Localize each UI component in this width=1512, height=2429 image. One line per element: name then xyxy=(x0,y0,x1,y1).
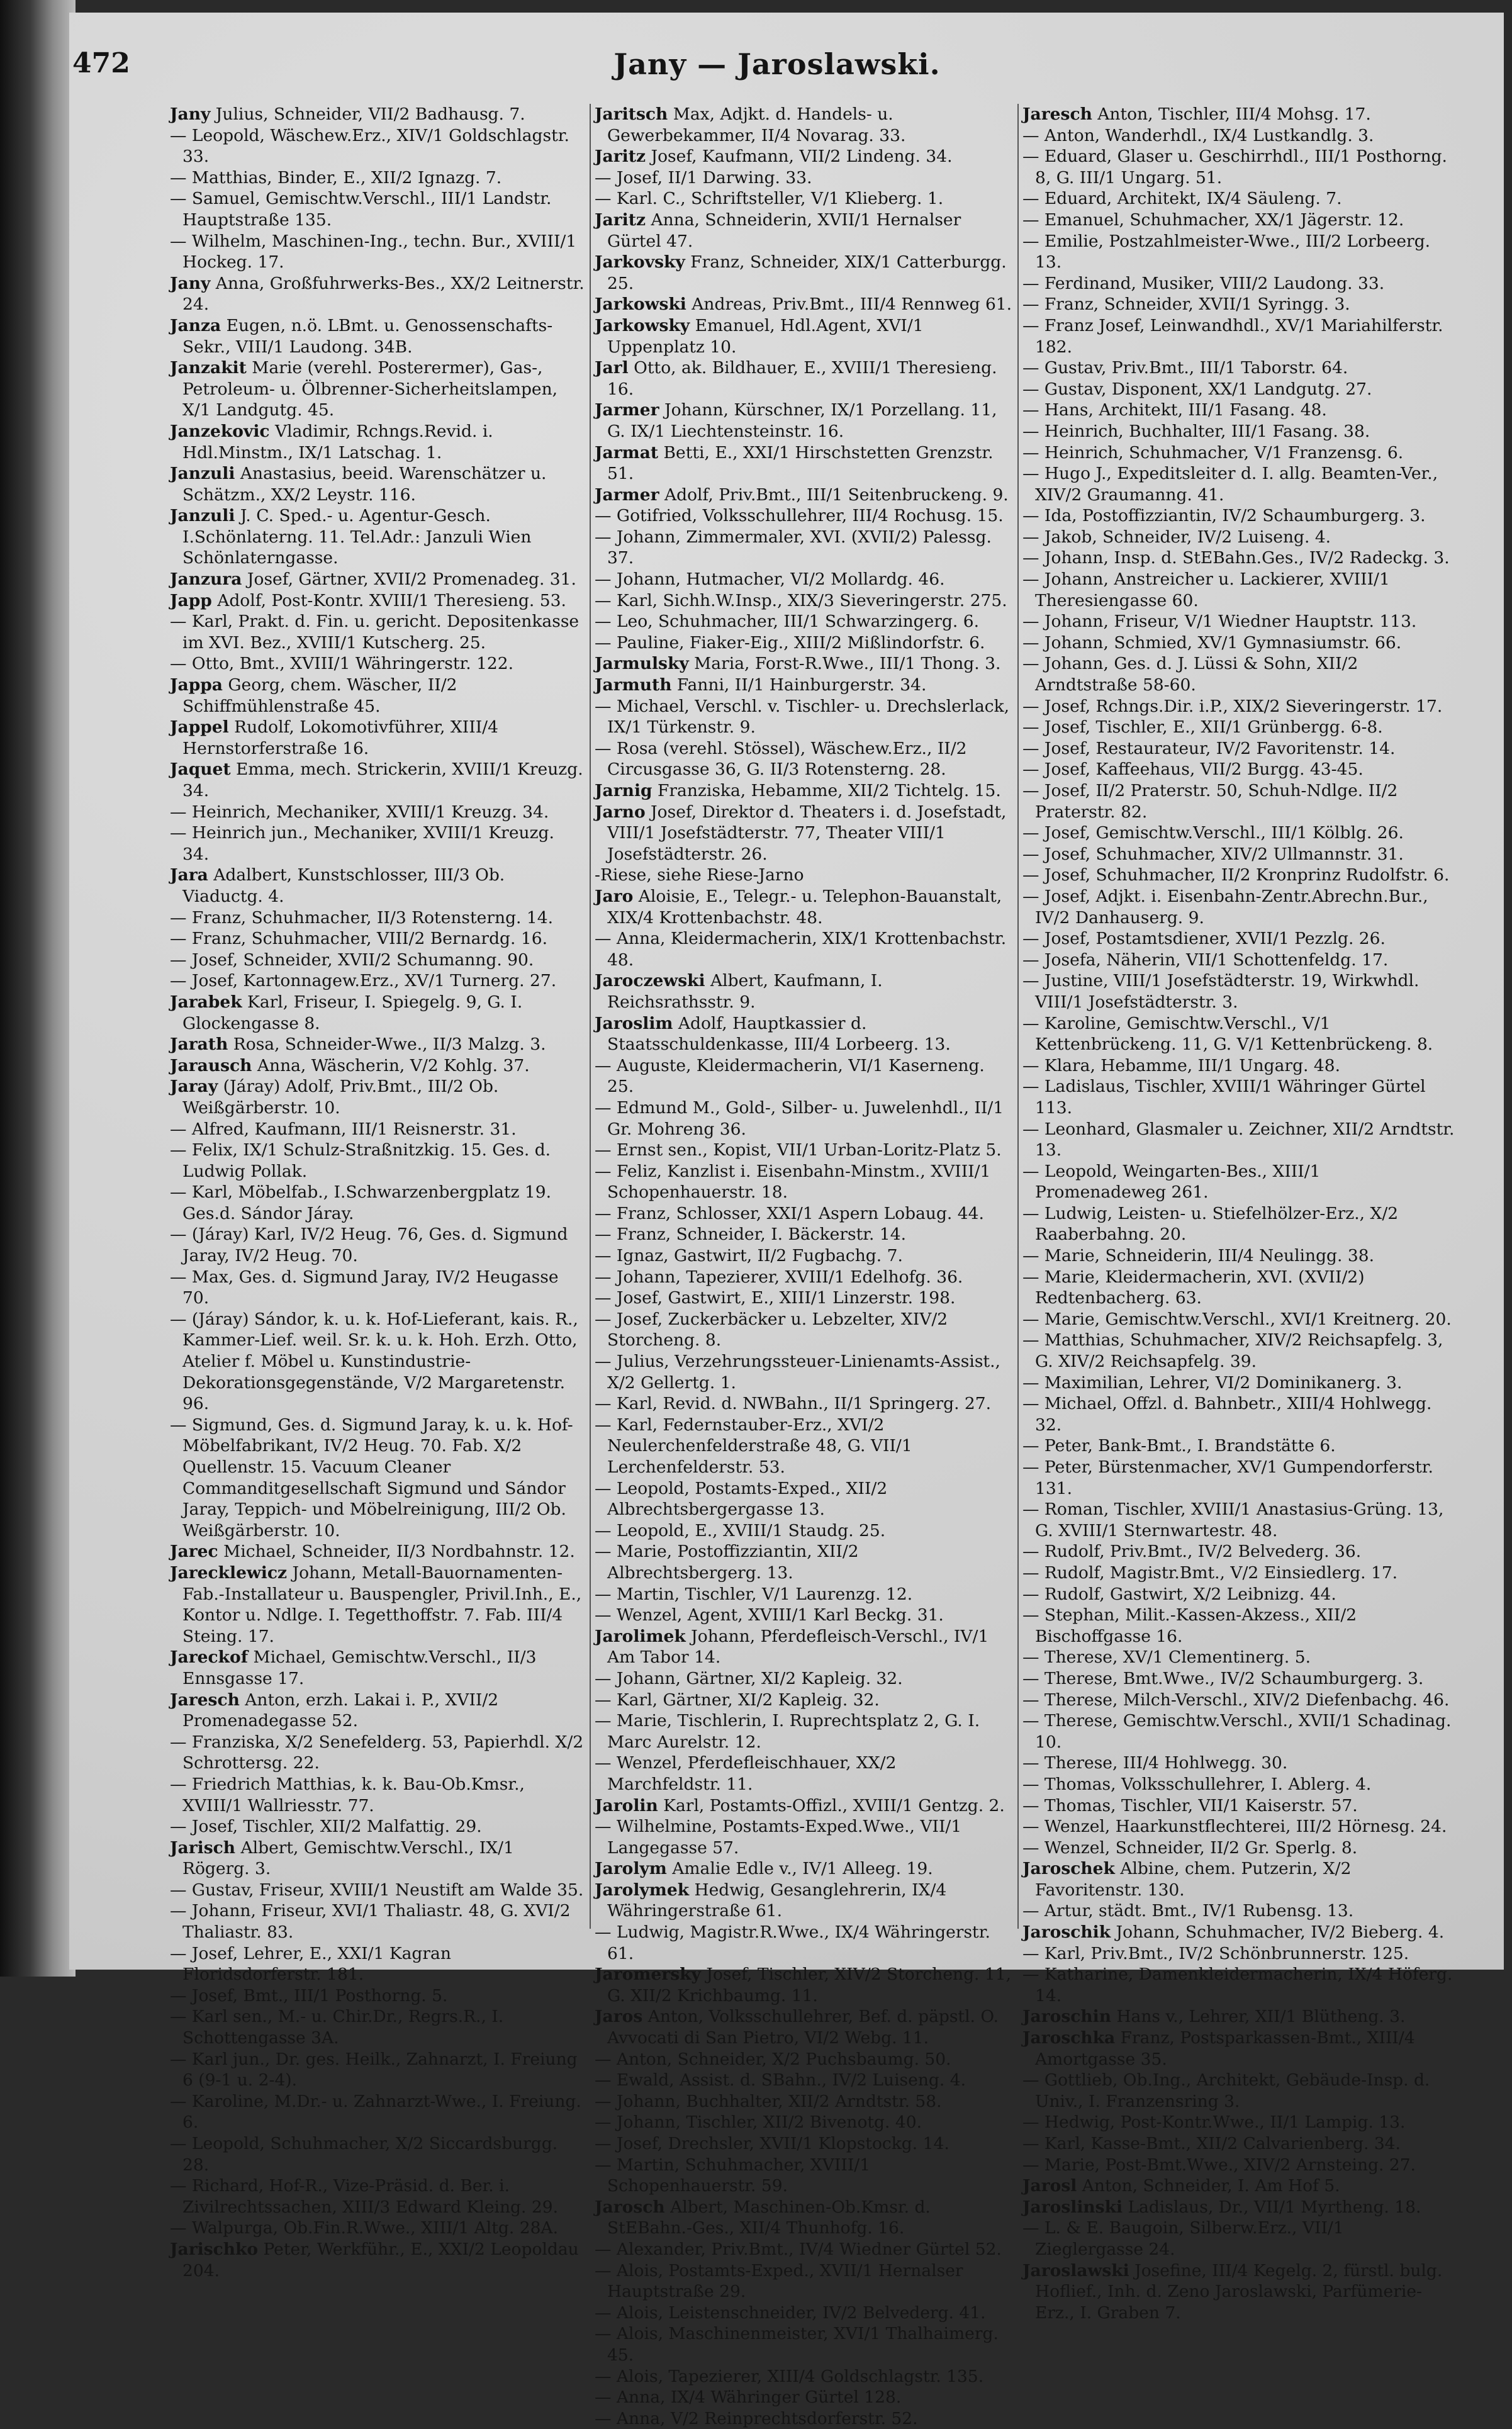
directory-entry: — Leopold, Postamts-Exped., XII/2 Albrechtsbergergasse 13. xyxy=(595,1478,888,1520)
directory-entry: Jaroslim Adolf, Hauptkassier d. Staatsschuldenkasse, III/4 Lorbeerg. 13. xyxy=(595,1013,951,1055)
directory-entry: — Johann, Tischler, XII/2 Bivenotg. 40. xyxy=(595,2112,922,2133)
directory-entry: — Johann, Ges. d. J. Lüssi & Sohn, XII/2 Arndtstraße 58-60. xyxy=(1022,654,1358,695)
directory-entry: — Eduard, Architekt, IX/4 Säuleng. 7. xyxy=(1022,189,1342,209)
directory-entry: Jarmuth Fanni, II/1 Hainburgerstr. 34. xyxy=(595,675,927,695)
directory-entry: — Marie, Tischlerin, I. Ruprechtsplatz 2, G. I. Marc Aurelstr. 12. xyxy=(595,1711,980,1752)
directory-entry: — Johann, Gärtner, XI/2 Kapleig. 32. xyxy=(595,1668,903,1688)
directory-entry: — Josef, Postamtsdiener, XVII/1 Pezzlg. 26. xyxy=(1022,929,1386,949)
directory-entry: Jaresch Anton, erzh. Lakai i. P., XVII/2 Promenadegasse 52. xyxy=(170,1690,499,1731)
directory-entry: Jany Julius, Schneider, VII/2 Badhausg. 7. xyxy=(170,104,525,124)
directory-entry: — Karl jun., Dr. ges. Heilk., Zahnarzt, I. Freiung 6 (9-1 u. 2-4). xyxy=(170,2049,578,2090)
directory-entry: — Josef, II/2 Praterstr. 50, Schuh-Ndlge. II/2 Praterstr. 82. xyxy=(1022,781,1398,822)
directory-entry: — Josef, Kaffeehaus, VII/2 Burgg. 43-45. xyxy=(1022,760,1364,780)
directory-entry: — Richard, Hof-R., Vize-Präsid. d. Ber. i. Zivilrechtssachen, XIII/3 Edward Kleing. 29. xyxy=(170,2176,559,2217)
directory-entry: — Heinrich, Buchhalter, III/1 Fasang. 38. xyxy=(1022,421,1370,441)
directory-entry: — Marie, Schneiderin, III/4 Neulingg. 38. xyxy=(1022,1246,1375,1266)
directory-entry: — Hedwig, Post-Kontr.Wwe., II/1 Lampig. 13. xyxy=(1022,2112,1406,2133)
directory-entry: — Michael, Verschl. v. Tischler- u. Drechslerlack, IX/1 Türkenstr. 9. xyxy=(595,696,1010,738)
directory-entry: Jaroschik Johann, Schuhmacher, IV/2 Bieberg. 4. xyxy=(1022,1922,1445,1943)
directory-entry: — Wilhelm, Maschinen-Ing., techn. Bur., XVIII/1 Hockeg. 17. xyxy=(170,231,577,272)
directory-entry: — Maximilian, Lehrer, VI/2 Dominikanerg. 3. xyxy=(1022,1372,1403,1393)
directory-entry: Jappel Rudolf, Lokomotivführer, XIII/4 Hernstorferstraße 16. xyxy=(170,717,498,758)
directory-entry: — Peter, Bank-Bmt., I. Brandstätte 6. xyxy=(1022,1436,1336,1456)
directory-entry: — Franziska, X/2 Senefelderg. 53, Papierhdl. X/2 Schrottersg. 22. xyxy=(170,1732,584,1773)
directory-entry: — Franz, Schneider, XVII/1 Syringg. 3. xyxy=(1022,295,1350,315)
directory-entry: — Felix, IX/1 Schulz-Straßnitzkig. 15. Ges. d. Ludwig Pollak. xyxy=(170,1140,551,1181)
directory-entry: — Josef, II/1 Darwing. 33. xyxy=(595,167,812,188)
directory-entry: Jarmer Johann, Kürschner, IX/1 Porzellang. 11, G. IX/1 Liechtensteinstr. 16. xyxy=(595,400,997,441)
directory-entry: — Michael, Offzl. d. Bahnbetr., XIII/4 Hohlwegg. 32. xyxy=(1022,1394,1432,1435)
directory-entry: — Heinrich jun., Mechaniker, XVIII/1 Kreuzg. 34. xyxy=(170,823,554,864)
directory-entry: Jarolymek Hedwig, Gesanglehrerin, IX/4 Währingerstraße 61. xyxy=(595,1880,947,1921)
column-3 xyxy=(1022,104,1457,2323)
directory-entry: — Josef, Restaurateur, IV/2 Favoritenstr. 14. xyxy=(1022,738,1396,758)
directory-entry: — Josef, Schuhmacher, XIV/2 Ullmannstr. 31. xyxy=(1022,844,1404,864)
directory-entry: — Rudolf, Gastwirt, X/2 Leibnizg. 44. xyxy=(1022,1584,1336,1604)
directory-entry: — Josef, Kartonnagew.Erz., XV/1 Turnerg. 27. xyxy=(170,971,557,991)
directory-entry: — Wenzel, Pferdefleischhauer, XX/2 Marchfeldstr. 11. xyxy=(595,1753,897,1794)
directory-entry: — Josef, Gemischtw.Verschl., III/1 Kölblg. 26. xyxy=(1022,823,1404,843)
directory-entry: — Marie, Post-Bmt.Wwe., XIV/2 Arnsteing. 27. xyxy=(1022,2155,1416,2175)
directory-entry: Jaritz Josef, Kaufmann, VII/2 Lindeng. 34. xyxy=(595,147,953,167)
directory-entry: — Heinrich, Schuhmacher, V/1 Franzensg. 6. xyxy=(1022,442,1404,463)
directory-entry: — Rosa (verehl. Stössel), Wäschew.Erz., II/2 Circusgasse 36, G. II/3 Rotensterng. 28. xyxy=(595,738,967,780)
directory-entry: Jaroschka Franz, Postsparkassen-Bmt., XIII/4 Amortgasse 35. xyxy=(1022,2028,1415,2069)
directory-entry: — Julius, Verzehrungssteuer-Linienamts-Assist., X/2 Gellertg. 1. xyxy=(595,1352,1000,1393)
directory-entry: — (Járay) Karl, IV/2 Heug. 76, Ges. d. Sigmund Jaray, IV/2 Heug. 70. xyxy=(170,1225,568,1266)
directory-entry: Jarosl Anton, Schneider, I. Am Hof 5. xyxy=(1022,2176,1340,2196)
directory-entry: — Johann, Schmied, XV/1 Gymnasiumstr. 66. xyxy=(1022,632,1402,653)
directory-entry: Jaros Anton, Volksschullehrer, Bef. d. päpstl. O. Avvocati di San Pietro, VI/2 Webg. 11. xyxy=(595,2007,999,2048)
directory-entry: Jarosch Albert, Maschinen-Ob.Kmsr. d. StEBahn.-Ges., XII/4 Thunhofg. 16. xyxy=(595,2197,931,2238)
directory-entry: — Karl, Priv.Bmt., IV/2 Schönbrunnerstr. 125. xyxy=(1022,1943,1409,1963)
directory-entry: — Karl, Möbelfab., I.Schwarzenbergplatz 19. Ges.d. Sándor Járay. xyxy=(170,1182,552,1223)
directory-entry: — Gotifried, Volksschullehrer, III/4 Rochusg. 15. xyxy=(595,506,1004,526)
directory-entry: Jarolin Karl, Postamts-Offizl., XVIII/1 Gentzg. 2. xyxy=(595,1795,1005,1815)
directory-entry: Jarkovsky Franz, Schneider, XIX/1 Catterburgg. 25. xyxy=(595,252,1007,293)
directory-entry: — Johann, Insp. d. StEBahn.Ges., IV/2 Radeckg. 3. xyxy=(1022,548,1450,568)
directory-entry: Jarmulsky Maria, Forst-R.Wwe., III/1 Thong. 3. xyxy=(595,654,1001,674)
directory-entry: — Johann, Buchhalter, XII/2 Arndtstr. 58. xyxy=(595,2091,942,2111)
directory-entry: — Karoline, Gemischtw.Verschl., V/1 Kettenbrückeng. 11, G. V/1 Kettenbrückeng. 8. xyxy=(1022,1013,1433,1055)
directory-entry: — Artur, städt. Bmt., IV/1 Rubensg. 13. xyxy=(1022,1901,1354,1921)
directory-entry: Jareckof Michael, Gemischtw.Verschl., II/3 Ennsgasse 17. xyxy=(170,1647,537,1688)
directory-entry: — Josef, Rchngs.Dir. i.P., XIX/2 Sieveringerstr. 17. xyxy=(1022,696,1443,716)
directory-entry: — Franz, Schneider, I. Bäckerstr. 14. xyxy=(595,1225,907,1245)
directory-entry: — Justine, VIII/1 Josefstädterstr. 19, Wirkwhdl. VIII/1 Josefstädterstr. 3. xyxy=(1022,971,1420,1012)
directory-entry: Janzura Josef, Gärtner, XVII/2 Promenadeg. 31. xyxy=(170,569,576,590)
directory-entry: Jarmer Adolf, Priv.Bmt., III/1 Seitenbruckeng. 9. xyxy=(595,485,1009,505)
directory-entry: -Riese, siehe Riese-Jarno xyxy=(595,865,804,885)
directory-entry: Jappa Georg, chem. Wäscher, II/2 Schiffmühlenstraße 45. xyxy=(170,675,457,716)
directory-entry: — Hans, Architekt, III/1 Fasang. 48. xyxy=(1022,400,1327,420)
directory-entry: — Wilhelmine, Postamts-Exped.Wwe., VII/1 Langegasse 57. xyxy=(595,1817,962,1858)
directory-entry: Jarischko Peter, Werkführ., E., XXI/2 Leopoldau 204. xyxy=(170,2239,579,2280)
running-head: Jany — Jaroslawski. xyxy=(613,47,941,81)
directory-entry: — Ludwig, Leisten- u. Stiefelhölzer-Erz., X/2 Raaberbahng. 20. xyxy=(1022,1203,1399,1245)
directory-entry: — Josef, Schuhmacher, II/2 Kronprinz Rudolfstr. 6. xyxy=(1022,865,1450,885)
directory-entry: Jarno Josef, Direktor d. Theaters i. d. Josefstadt, VIII/1 Josefstädterstr. 77, Theater VIII/1 Josefstädterstr. 26. xyxy=(595,802,1007,864)
directory-entry: — Anna, IX/4 Währinger Gürtel 128. xyxy=(595,2387,902,2408)
directory-entry: — Anton, Wanderhdl., IX/4 Lustkandlg. 3. xyxy=(1022,125,1374,145)
directory-entry: — Emanuel, Schuhmacher, XX/1 Jägerstr. 12. xyxy=(1022,210,1404,230)
directory-entry: Jaritz Anna, Schneiderin, XVII/1 Hernalser Gürtel 47. xyxy=(595,210,961,251)
directory-entry: Jarath Rosa, Schneider-Wwe., II/3 Malzg. 3. xyxy=(170,1035,546,1055)
directory-entry: — Peter, Bürstenmacher, XV/1 Gumpendorferstr. 131. xyxy=(1022,1457,1433,1498)
directory-entry: Janza Eugen, n.ö. LBmt. u. Genossenschafts-Sekr., VIII/1 Laudong. 34B. xyxy=(170,315,553,357)
directory-entry: — Martin, Schuhmacher, XVIII/1 Schopenhauerstr. 59. xyxy=(595,2155,871,2196)
directory-entry: — Karoline, M.Dr.- u. Zahnarzt-Wwe., I. Freiung. 6. xyxy=(170,2091,581,2133)
directory-entry: — Karl. C., Schriftsteller, V/1 Klieberg. 1. xyxy=(595,189,944,209)
directory-entry: Jaroschin Hans v., Lehrer, XII/1 Blütheng. 3. xyxy=(1022,2007,1406,2027)
directory-entry: — Friedrich Matthias, k. k. Bau-Ob.Kmsr., XVIII/1 Wallriesstr. 77. xyxy=(170,1774,525,1815)
directory-entry: — Franz, Schuhmacher, II/3 Rotensterng. 14. xyxy=(170,907,554,928)
directory-entry: — Karl, Kasse-Bmt., XII/2 Calvarienberg. 34. xyxy=(1022,2134,1401,2153)
directory-entry: Jarolimek Johann, Pferdefleisch-Verschl., IV/1 Am Tabor 14. xyxy=(595,1626,989,1668)
column-2 xyxy=(595,104,1013,2428)
directory-entry: Jarmat Betti, E., XXI/1 Hirschstetten Grenzstr. 51. xyxy=(595,442,994,484)
directory-entry: Jarolym Amalie Edle v., IV/1 Alleeg. 19. xyxy=(595,1859,933,1879)
directory-entry: — Feliz, Kanzlist i. Eisenbahn-Minstm., XVIII/1 Schopenhauerstr. 18. xyxy=(595,1161,991,1203)
directory-entry: — Leopold, E., XVIII/1 Staudg. 25. xyxy=(595,1520,886,1540)
column-divider xyxy=(590,104,591,1929)
directory-entry: — Gustav, Disponent, XX/1 Landgutg. 27. xyxy=(1022,379,1372,399)
directory-entry: Jara Adalbert, Kunstschlosser, III/3 Ob. Viaductg. 4. xyxy=(170,865,505,906)
directory-entry: — Hugo J., Expeditsleiter d. I. allg. Beamten-Ver., XIV/2 Graumanng. 41. xyxy=(1022,464,1438,505)
directory-entry: — Karl sen., M.- u. Chir.Dr., Regrs.R., I. Schottengasse 3A. xyxy=(170,2007,504,2048)
directory-entry: — Max, Ges. d. Sigmund Jaray, IV/2 Heugasse 70. xyxy=(170,1267,559,1308)
directory-entry: — Karl, Prakt. d. Fin. u. gericht. Depositenkasse im XVI. Bez., XVIII/1 Kutscherg. 25. xyxy=(170,612,580,653)
directory-entry: — Anna, V/2 Reinprechtsdorferstr. 52. xyxy=(595,2408,918,2428)
directory-entry: — Karl, Federnstauber-Erz., XVI/2 Neulerchenfelderstraße 48, G. VII/1 Lerchenfelderstr. 53. xyxy=(595,1415,912,1477)
directory-entry: — Josef, Schneider, XVII/2 Schumanng. 90. xyxy=(170,950,534,970)
directory-entry: — Martin, Tischler, V/1 Laurenzg. 12. xyxy=(595,1584,913,1604)
directory-entry: — Therese, Gemischtw.Verschl., XVII/1 Schadinag. 10. xyxy=(1022,1711,1452,1752)
directory-entry: — Gustav, Priv.Bmt., III/1 Taborstr. 64. xyxy=(1022,358,1348,378)
directory-entry: — Leonhard, Glasmaler u. Zeichner, XII/2 Arndtstr. 13. xyxy=(1022,1119,1455,1160)
directory-entry: — Josef, Zuckerbäcker u. Lebzelter, XIV/2 Storcheng. 8. xyxy=(595,1309,948,1350)
directory-entry: Jaro Aloisie, E., Telegr.- u. Telephon-Bauanstalt, XIX/4 Krottenbachstr. 48. xyxy=(595,886,1002,928)
directory-entry: — Josef, Lehrer, E., XXI/1 Kagran Floridsdorferstr. 181. xyxy=(170,1943,451,1985)
page-number: 472 xyxy=(72,47,130,79)
directory-entry: — Ernst sen., Kopist, VII/1 Urban-Loritz-Platz 5. xyxy=(595,1140,1002,1160)
directory-entry: — Katharine, Damenkleidermacherin, IX/4 Höferg. 14. xyxy=(1022,1965,1453,2005)
directory-entry: — Josef, Tischler, E., XII/1 Grünbergg. 6-8. xyxy=(1022,717,1383,738)
directory-entry: Jaroczewski Albert, Kaufmann, I. Reichsrathsstr. 9. xyxy=(595,971,883,1012)
directory-entry: — Karl, Gärtner, XI/2 Kapleig. 32. xyxy=(595,1690,880,1710)
directory-entry: — Leopold, Weingarten-Bes., XIII/1 Promenadeweg 261. xyxy=(1022,1161,1321,1203)
directory-entry: — Leo, Schuhmacher, III/1 Schwarzingerg. 6. xyxy=(595,612,980,632)
directory-entry: — Matthias, Binder, E., XII/2 Ignazg. 7. xyxy=(170,167,502,188)
directory-entry: — Josef, Tischler, XII/2 Malfattig. 29. xyxy=(170,1817,482,1837)
directory-entry: — Marie, Postoffizziantin, XII/2 Albrechtsbergerg. 13. xyxy=(595,1542,859,1583)
directory-entry: — Matthias, Schuhmacher, XIV/2 Reichsapfelg. 3, G. XIV/2 Reichsapfelg. 39. xyxy=(1022,1330,1443,1372)
directory-entry: — (Járay) Sándor, k. u. k. Hof-Lieferant, kais. R., Kammer-Lief. weil. Sr. k. u. k. Hoh. Erzh. Otto, Atelier f. Möbel u. Kunstindustrie-Dekorationsgegenstände, V/2 Margaretenstr. 96. xyxy=(170,1309,578,1414)
directory-entry: Janzuli J. C. Sped.- u. Agentur-Gesch. I.Schönlaterng. 11. Tel.Adr.: Janzuli Wien Schönlaterngasse. xyxy=(170,506,532,568)
directory-entry: — Ewald, Assist. d. SBahn., IV/2 Luiseng. 4. xyxy=(595,2070,966,2090)
directory-entry: — Alois, Leistenschneider, IV/2 Belvederg. 41. xyxy=(595,2303,986,2323)
column-1 xyxy=(170,104,585,2280)
directory-entry: Jarkowski Andreas, Priv.Bmt., III/4 Rennweg 61. xyxy=(595,295,1012,315)
directory-entry: — Josef, Bmt., III/1 Posthorng. 5. xyxy=(170,1985,448,2005)
directory-entry: Jarabek Karl, Friseur, I. Spiegelg. 9, G. I. Glockengasse 8. xyxy=(170,992,523,1033)
directory-entry: — Johann, Tapezierer, XVIII/1 Edelhofg. 36. xyxy=(595,1267,963,1287)
directory-entry: Janzakit Marie (verehl. Posterermer), Gas-, Petroleum- u. Ölbrenner-Sicherheitslampen, X/1 Landgutg. 45. xyxy=(170,358,558,420)
directory-entry: Jarl Otto, ak. Bildhauer, E., XVIII/1 Theresieng. 16. xyxy=(595,358,997,399)
directory-entry: Jarausch Anna, Wäscherin, V/2 Kohlg. 37. xyxy=(170,1055,530,1075)
directory-entry: — L. & E. Baugoin, Silberw.Erz., VII/1 Zieglergasse 24. xyxy=(1022,2218,1344,2259)
directory-entry: — Ignaz, Gastwirt, II/2 Fugbachg. 7. xyxy=(595,1246,903,1266)
directory-entry: — Johann, Friseur, V/1 Wiedner Hauptstr. 113. xyxy=(1022,612,1417,632)
book-spine xyxy=(0,0,76,1977)
directory-entry: — Alfred, Kaufmann, III/1 Reisnerstr. 31. xyxy=(170,1119,517,1139)
directory-entry: — Ida, Postoffizziantin, IV/2 Schaumburgerg. 3. xyxy=(1022,506,1426,526)
directory-entry: — Walpurga, Ob.Fin.R.Wwe., XIII/1 Altg. 28A. xyxy=(170,2218,558,2238)
directory-entry: Jaritsch Max, Adjkt. d. Handels- u. Gewerbekammer, II/4 Novarag. 33. xyxy=(595,104,906,145)
directory-entry: Jaquet Emma, mech. Strickerin, XVIII/1 Kreuzg. 34. xyxy=(170,760,583,800)
directory-entry: Jaray (Járay) Adolf, Priv.Bmt., III/2 Ob. Weißgärberstr. 10. xyxy=(170,1077,499,1118)
directory-entry: Jarnig Franziska, Hebamme, XII/2 Tichtelg. 15. xyxy=(595,781,1001,800)
directory-entry: — Thomas, Volksschullehrer, I. Ablerg. 4. xyxy=(1022,1774,1372,1794)
directory-entry: — Josef, Adjkt. i. Eisenbahn-Zentr.Abrechn.Bur., IV/2 Danhauserg. 9. xyxy=(1022,886,1428,928)
directory-entry: Japp Adolf, Post-Kontr. XVIII/1 Theresieng. 53. xyxy=(170,590,566,610)
directory-entry: — Johann, Hutmacher, VI/2 Mollardg. 46. xyxy=(595,569,945,590)
directory-entry: Jaresch Anton, Tischler, III/4 Mohsg. 17. xyxy=(1022,104,1371,124)
directory-entry: — Josef, Drechsler, XVII/1 Klopstockg. 14. xyxy=(595,2134,949,2153)
directory-entry: — Auguste, Kleidermacherin, VI/1 Kaserneng. 25. xyxy=(595,1055,985,1097)
directory-entry: Jarkowsky Emanuel, Hdl.Agent, XVI/1 Uppenplatz 10. xyxy=(595,315,924,357)
directory-entry: — Ferdinand, Musiker, VIII/2 Laudong. 33. xyxy=(1022,273,1385,293)
directory-entry: — Franz Josef, Leinwandhdl., XV/1 Mariahilferstr. 182. xyxy=(1022,315,1443,357)
directory-entry: — Rudolf, Magistr.Bmt., V/2 Einsiedlerg. 17. xyxy=(1022,1562,1398,1583)
page-header xyxy=(72,47,1482,98)
directory-entry: — Johann, Zimmermaler, XVI. (XVII/2) Palessg. 37. xyxy=(595,527,992,568)
directory-entry: Jarec Michael, Schneider, II/3 Nordbahnstr. 12. xyxy=(170,1542,575,1562)
directory-entry: — Leopold, Schuhmacher, X/2 Siccardsburgg. 28. xyxy=(170,2134,558,2175)
directory-entry: — Ludwig, Magistr.R.Wwe., IX/4 Währingerstr. 61. xyxy=(595,1922,990,1963)
directory-entry: — Heinrich, Mechaniker, XVIII/1 Kreuzg. 34. xyxy=(170,802,549,822)
directory-entry: — Gottlieb, Ob.Ing., Architekt, Gebäude-Insp. d. Univ., I. Franzensring 3. xyxy=(1022,2070,1430,2111)
directory-entry: — Eduard, Glaser u. Geschirrhdl., III/1 Posthorng. 8, G. III/1 Ungarg. 51. xyxy=(1022,147,1447,188)
directory-entry: Jaroslawski Josefine, III/4 Kegelg. 2, fürstl. bulg. Hoflief., Inh. d. Zeno Jaroslawski, Parfümerie-Erz., I. Graben 7. xyxy=(1022,2260,1443,2323)
directory-entry: — Franz, Schuhmacher, VIII/2 Bernardg. 16. xyxy=(170,929,548,949)
directory-entry: — Sigmund, Ges. d. Sigmund Jaray, k. u. k. Hof-Möbelfabrikant, IV/2 Heug. 70. Fab. X/2 Quellenstr. 15. Vacuum Cleaner Commanditgesellschaft Sigmund und Sándor Jaray, Teppich- und Möbelreinigung, III/2 Ob. Weißgärberstr. 10. xyxy=(170,1415,573,1540)
directory-entry: — Therese, Milch-Verschl., XIV/2 Diefenbachg. 46. xyxy=(1022,1690,1450,1710)
directory-entry: — Thomas, Tischler, VII/1 Kaiserstr. 57. xyxy=(1022,1795,1358,1815)
directory-entry: — Klara, Hebamme, III/1 Ungarg. 48. xyxy=(1022,1055,1341,1075)
directory-entry: — Stephan, Milit.-Kassen-Akzess., XII/2 Bischoffgasse 16. xyxy=(1022,1605,1357,1646)
directory-entry: Jaromersky Josef, Tischler, XIV/2 Storcheng. 11, G. XII/2 Krichbaumg. 11. xyxy=(595,1965,1012,2005)
directory-entry: — Anna, Kleidermacherin, XIX/1 Krottenbachstr. 48. xyxy=(595,929,1007,970)
directory-entry: Jarisch Albert, Gemischtw.Verschl., IX/1 Rögerg. 3. xyxy=(170,1837,514,1879)
directory-entry: Jarecklewicz Johann, Metall-Bauornamenten-Fab.-Installateur u. Bauspengler, Privil.Inh., E., Kontor u. Ndlge. I. Tegetthoffstr. 7. Fab. III/4 Steing. 17. xyxy=(170,1562,582,1646)
directory-entry: — Alexander, Priv.Bmt., IV/4 Wiedner Gürtel 52. xyxy=(595,2239,1002,2259)
directory-entry: Janzuli Anastasius, beeid. Warenschätzer u. Schätzm., XX/2 Leystr. 116. xyxy=(170,464,547,505)
directory-entry: — Wenzel, Schneider, II/2 Gr. Sperlg. 8. xyxy=(1022,1837,1358,1858)
directory-entry: — Anton, Schneider, X/2 Puchsbaumg. 50. xyxy=(595,2049,951,2069)
directory-entry: — Leopold, Wäschew.Erz., XIV/1 Goldschlagstr. 33. xyxy=(170,125,569,167)
directory-entry: — Roman, Tischler, XVIII/1 Anastasius-Grüng. 13, G. XVIII/1 Sternwartestr. 48. xyxy=(1022,1500,1444,1540)
directory-entry: — Franz, Schlosser, XXI/1 Aspern Lobaug. 44. xyxy=(595,1203,984,1223)
directory-entry: — Emilie, Postzahlmeister-Wwe., III/2 Lorbeerg. 13. xyxy=(1022,231,1431,272)
column-divider xyxy=(1017,104,1019,1929)
directory-entry: — Ladislaus, Tischler, XVIII/1 Währinger Gürtel 113. xyxy=(1022,1077,1426,1118)
directory-entry: — Edmund M., Gold-, Silber- u. Juwelenhdl., II/1 Gr. Mohreng 36. xyxy=(595,1097,1004,1139)
directory-entry: — Alois, Postamts-Exped., XVII/1 Hernalser Hauptstraße 29. xyxy=(595,2260,963,2302)
directory-entry: — Pauline, Fiaker-Eig., XIII/2 Mißlindorfstr. 6. xyxy=(595,632,985,653)
directory-entry: — Marie, Gemischtw.Verschl., XVI/1 Kreitnerg. 20. xyxy=(1022,1309,1452,1329)
directory-entry: — Jakob, Schneider, IV/2 Luiseng. 4. xyxy=(1022,527,1331,547)
directory-entry: — Rudolf, Priv.Bmt., IV/2 Belvederg. 36. xyxy=(1022,1542,1362,1562)
directory-entry: — Karl, Sichh.W.Insp., XIX/3 Sieveringerstr. 275. xyxy=(595,590,1007,610)
directory-entry: — Wenzel, Agent, XVIII/1 Karl Beckg. 31. xyxy=(595,1605,944,1625)
directory-entry: — Samuel, Gemischtw.Verschl., III/1 Landstr. Hauptstraße 135. xyxy=(170,189,552,230)
directory-entry: Jaroschek Albine, chem. Putzerin, X/2 Favoritenstr. 130. xyxy=(1022,1859,1352,1900)
directory-entry: — Alois, Tapezierer, XIII/4 Goldschlagstr. 135. xyxy=(595,2366,984,2386)
directory-entry: Jany Anna, Großfuhrwerks-Bes., XX/2 Leitnerstr. 24. xyxy=(170,273,585,315)
directory-entry: — Therese, III/4 Hohlwegg. 30. xyxy=(1022,1753,1288,1773)
directory-entry: — Therese, XV/1 Clementinerg. 5. xyxy=(1022,1647,1311,1668)
directory-entry: — Gustav, Friseur, XVIII/1 Neustift am Walde 35. xyxy=(170,1880,584,1900)
directory-entry: — Karl, Revid. d. NWBahn., II/1 Springerg. 27. xyxy=(595,1394,992,1414)
directory-entry: — Marie, Kleidermacherin, XVI. (XVII/2) Redtenbacherg. 63. xyxy=(1022,1267,1365,1308)
directory-entry: Janzekovic Vladimir, Rchngs.Revid. i. Hdl.Minstm., IX/1 Latschag. 1. xyxy=(170,421,493,463)
directory-entry: — Johann, Anstreicher u. Lackierer, XVIII/1 Theresiengasse 60. xyxy=(1022,569,1390,610)
directory-entry: Jaroslinski Ladislaus, Dr., VII/1 Myrtheng. 18. xyxy=(1022,2197,1421,2217)
directory-entry: — Otto, Bmt., XVIII/1 Währingerstr. 122. xyxy=(170,654,514,674)
directory-entry: — Johann, Friseur, XVI/1 Thaliastr. 48, G. XVI/2 Thaliastr. 83. xyxy=(170,1901,571,1943)
directory-entry: — Alois, Maschinenmeister, XVI/1 Thalhaimerg. 45. xyxy=(595,2324,999,2365)
directory-entry: — Therese, Bmt.Wwe., IV/2 Schaumburgerg. 3. xyxy=(1022,1668,1424,1688)
directory-entry: — Wenzel, Haarkunstflechterei, III/2 Hörnesg. 24. xyxy=(1022,1817,1447,1837)
directory-entry: — Josef, Gastwirt, E., XIII/1 Linzerstr. 198. xyxy=(595,1288,956,1308)
directory-entry: — Josefa, Näherin, VII/1 Schottenfeldg. 17. xyxy=(1022,950,1389,970)
